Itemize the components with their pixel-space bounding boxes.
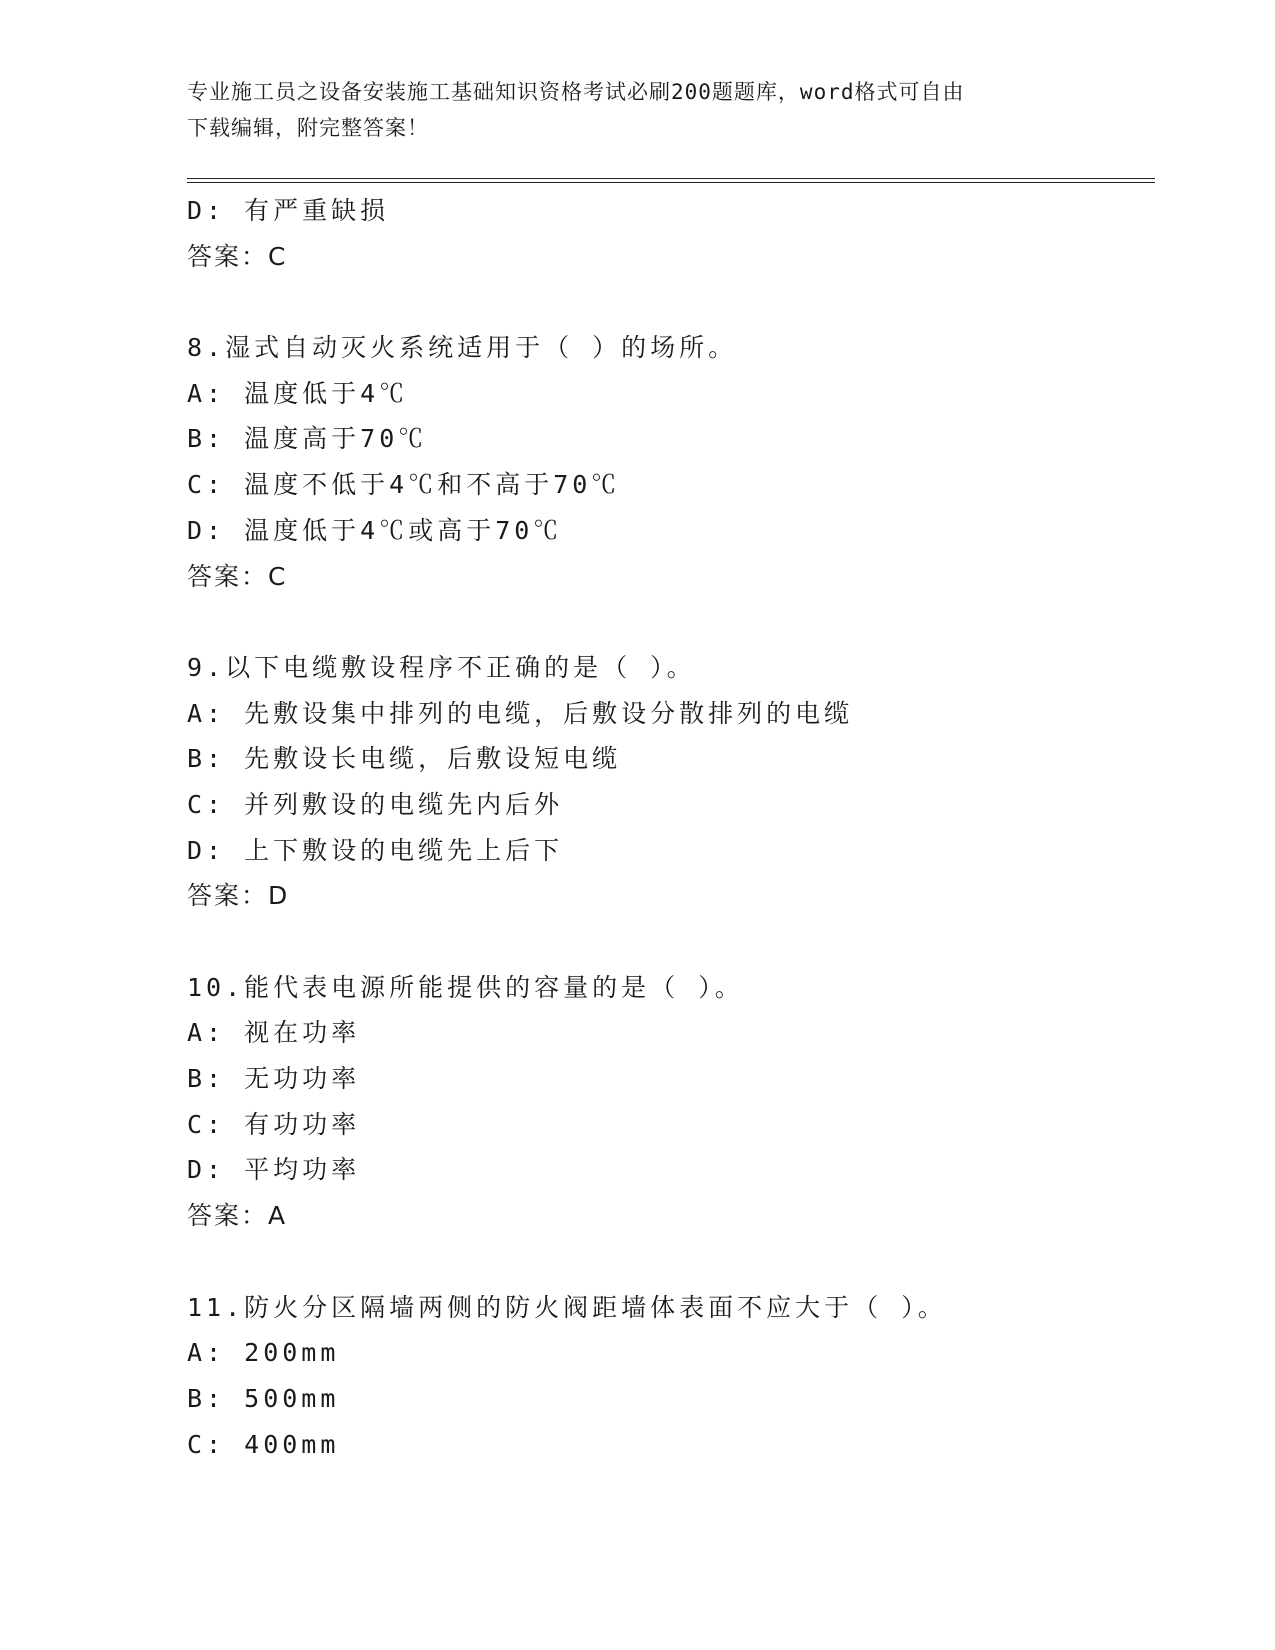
answer-line: 答案：C: [187, 561, 288, 591]
option-line: D: 有严重缺损: [187, 196, 390, 225]
answer-line: 答案：A: [187, 1201, 288, 1231]
header-divider-top: [187, 178, 1155, 179]
spacer: [187, 599, 1155, 645]
option-line: A: 温度低于4℃: [187, 378, 409, 408]
option-line: B: 先敷设长电缆，后敷设短电缆: [187, 744, 622, 774]
answer-line: 答案：D: [187, 881, 290, 911]
header-title-line-1: 专业施工员之设备安装施工基础知识资格考试必刷200题题库，word格式可自由: [187, 80, 965, 104]
option-line: A: 视在功率: [187, 1018, 361, 1048]
option-line: C: 温度不低于4℃和不高于70℃: [187, 470, 621, 500]
option-line: C: 有功功率: [187, 1109, 361, 1139]
spacer: [187, 919, 1155, 965]
option-line: B: 500mm: [187, 1383, 340, 1413]
header-title-line-2: 下载编辑，附完整答案！: [187, 116, 429, 140]
option-line: B: 温度高于70℃: [187, 424, 428, 454]
header-divider-bottom: [187, 182, 1155, 183]
question-content: [187, 188, 1155, 1467]
answer-line: 答案：C: [187, 241, 288, 271]
option-line: A: 先敷设集中排列的电缆，后敷设分散排列的电缆: [187, 698, 854, 728]
option-line: C: 并列敷设的电缆先内后外: [187, 789, 564, 819]
question-stem: 8.湿式自动灭火系统适用于（ ）的场所。: [187, 333, 738, 363]
option-line: C: 400mm: [187, 1429, 340, 1459]
option-line: A: 200mm: [187, 1338, 340, 1368]
question-stem: 11.防火分区隔墙两侧的防火阀距墙体表面不应大于（ ）。: [187, 1292, 947, 1322]
question-stem: 10.能代表电源所能提供的容量的是（ ）。: [187, 972, 744, 1002]
spacer: [187, 1239, 1155, 1285]
option-line: D: 温度低于4℃或高于70℃: [187, 515, 563, 545]
option-line: D: 平均功率: [187, 1155, 361, 1185]
document-header: [187, 74, 1087, 146]
spacer: [187, 279, 1155, 325]
option-line: D: 上下敷设的电缆先上后下: [187, 835, 564, 865]
question-stem: 9.以下电缆敷设程序不正确的是（ ）。: [187, 652, 696, 682]
option-line: B: 无功功率: [187, 1064, 361, 1094]
